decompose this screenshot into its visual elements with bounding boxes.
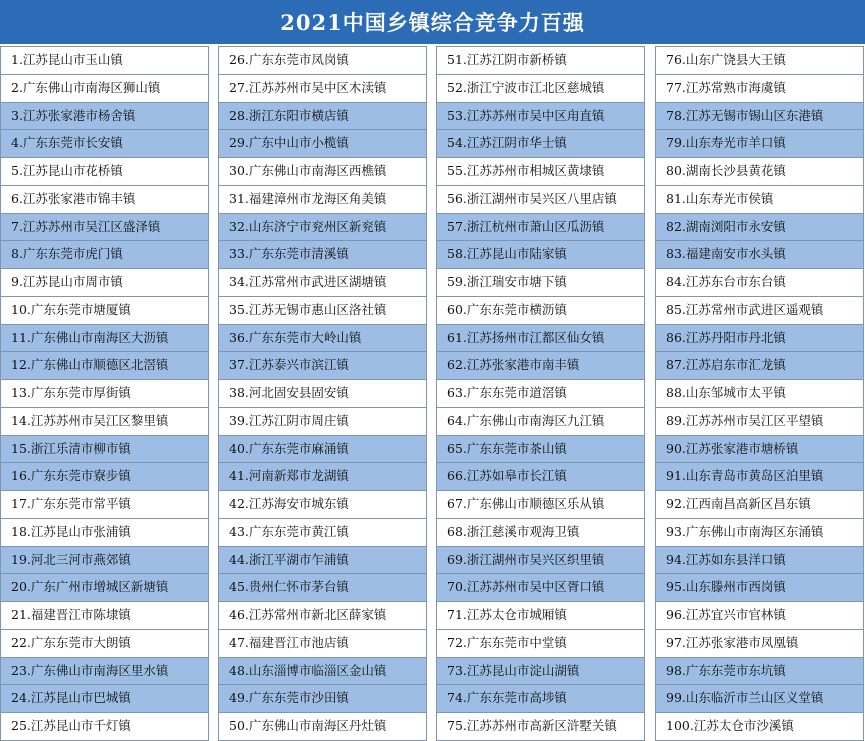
- ranking-cell: 33.广东东莞市清溪镇: [218, 240, 427, 269]
- ranking-cell: 16.广东东莞市寮步镇: [0, 462, 209, 491]
- ranking-cell: 37.江苏泰兴市滨江镇: [218, 351, 427, 380]
- ranking-cell: 78.江苏无锡市锡山区东港镇: [655, 102, 864, 131]
- ranking-cell: 81.山东寿光市侯镇: [655, 185, 864, 214]
- ranking-cell: 11.广东佛山市南海区大沥镇: [0, 324, 209, 353]
- ranking-cell: 38.河北固安县固安镇: [218, 379, 427, 408]
- ranking-cell: 6.江苏张家港市锦丰镇: [0, 185, 209, 214]
- ranking-cell: 21.福建晋江市陈埭镇: [0, 601, 209, 630]
- ranking-cell: 18.江苏昆山市张浦镇: [0, 518, 209, 547]
- ranking-cell: 72.广东东莞市中堂镇: [436, 629, 645, 658]
- ranking-cell: 63.广东东莞市道滘镇: [436, 379, 645, 408]
- ranking-cell: 57.浙江杭州市萧山区瓜沥镇: [436, 213, 645, 242]
- ranking-cell: 86.江苏丹阳市丹北镇: [655, 324, 864, 353]
- ranking-cell: 73.江苏昆山市淀山湖镇: [436, 657, 645, 686]
- ranking-cell: 39.江苏江阴市周庄镇: [218, 407, 427, 436]
- ranking-cell: 30.广东佛山市南海区西樵镇: [218, 157, 427, 186]
- ranking-cell: 43.广东东莞市黄江镇: [218, 518, 427, 547]
- ranking-cell: 64.广东佛山市南海区九江镇: [436, 407, 645, 436]
- ranking-column-3: [436, 46, 647, 740]
- ranking-cell: 79.山东寿光市羊口镇: [655, 129, 864, 158]
- ranking-cell: 23.广东佛山市南海区里水镇: [0, 657, 209, 686]
- ranking-cell: 54.江苏江阴市华士镇: [436, 129, 645, 158]
- ranking-cell: 22.广东东莞市大朗镇: [0, 629, 209, 658]
- ranking-cell: 99.山东临沂市兰山区义堂镇: [655, 684, 864, 713]
- ranking-cell: 14.江苏苏州市吴江区黎里镇: [0, 407, 209, 436]
- ranking-cell: 31.福建漳州市龙海区角美镇: [218, 185, 427, 214]
- ranking-cell: 34.江苏常州市武进区湖塘镇: [218, 268, 427, 297]
- ranking-cell: 95.山东滕州市西岗镇: [655, 573, 864, 602]
- ranking-cell: 50.广东佛山市南海区丹灶镇: [218, 712, 427, 741]
- ranking-cell: 49.广东东莞市沙田镇: [218, 684, 427, 713]
- ranking-cell: 27.江苏苏州市吴中区木渎镇: [218, 74, 427, 103]
- ranking-cell: 82.湖南浏阳市永安镇: [655, 213, 864, 242]
- ranking-cell: 12.广东佛山市顺德区北滘镇: [0, 351, 209, 380]
- ranking-cell: 71.江苏太仓市城厢镇: [436, 601, 645, 630]
- ranking-cell: 3.江苏张家港市杨舍镇: [0, 102, 209, 131]
- ranking-cell: 25.江苏昆山市千灯镇: [0, 712, 209, 741]
- ranking-cell: 76.山东广饶县大王镇: [655, 46, 864, 75]
- ranking-cell: 87.江苏启东市汇龙镇: [655, 351, 864, 380]
- ranking-cell: 88.山东邹城市太平镇: [655, 379, 864, 408]
- ranking-cell: 92.江西南昌高新区昌东镇: [655, 490, 864, 519]
- ranking-cell: 40.广东东莞市麻涌镇: [218, 435, 427, 464]
- ranking-cell: 67.广东佛山市顺德区乐从镇: [436, 490, 645, 519]
- ranking-cell: 90.江苏张家港市塘桥镇: [655, 435, 864, 464]
- ranking-cell: 2.广东佛山市南海区狮山镇: [0, 74, 209, 103]
- ranking-column-2: [218, 46, 429, 740]
- ranking-cell: 46.江苏常州市新北区薛家镇: [218, 601, 427, 630]
- ranking-table: [0, 46, 865, 740]
- ranking-cell: 93.广东佛山市南海区东涌镇: [655, 518, 864, 547]
- ranking-cell: 48.山东淄博市临淄区金山镇: [218, 657, 427, 686]
- ranking-cell: 80.湖南长沙县黄花镇: [655, 157, 864, 186]
- ranking-cell: 85.江苏常州市武进区遥观镇: [655, 296, 864, 325]
- ranking-cell: 100.江苏太仓市沙溪镇: [655, 712, 864, 741]
- ranking-cell: 29.广东中山市小榄镇: [218, 129, 427, 158]
- ranking-cell: 44.浙江平湖市乍浦镇: [218, 546, 427, 575]
- ranking-cell: 47.福建晋江市池店镇: [218, 629, 427, 658]
- ranking-cell: 59.浙江瑞安市塘下镇: [436, 268, 645, 297]
- page-title: 2021中国乡镇综合竞争力百强: [0, 0, 865, 44]
- ranking-column-4: [655, 46, 865, 740]
- ranking-cell: 91.山东青岛市黄岛区泊里镇: [655, 462, 864, 491]
- ranking-cell: 62.江苏张家港市南丰镇: [436, 351, 645, 380]
- ranking-cell: 28.浙江东阳市横店镇: [218, 102, 427, 131]
- ranking-cell: 61.江苏扬州市江都区仙女镇: [436, 324, 645, 353]
- ranking-cell: 5.江苏昆山市花桥镇: [0, 157, 209, 186]
- ranking-cell: 15.浙江乐清市柳市镇: [0, 435, 209, 464]
- ranking-cell: 84.江苏东台市东台镇: [655, 268, 864, 297]
- ranking-cell: 36.广东东莞市大岭山镇: [218, 324, 427, 353]
- ranking-cell: 32.山东济宁市兖州区新兖镇: [218, 213, 427, 242]
- ranking-cell: 4.广东东莞市长安镇: [0, 129, 209, 158]
- ranking-cell: 58.江苏昆山市陆家镇: [436, 240, 645, 269]
- ranking-cell: 13.广东东莞市厚街镇: [0, 379, 209, 408]
- ranking-cell: 41.河南新郑市龙湖镇: [218, 462, 427, 491]
- ranking-cell: 17.广东东莞市常平镇: [0, 490, 209, 519]
- ranking-cell: 10.广东东莞市塘厦镇: [0, 296, 209, 325]
- ranking-cell: 26.广东东莞市凤岗镇: [218, 46, 427, 75]
- ranking-cell: 94.江苏如东县洋口镇: [655, 546, 864, 575]
- ranking-cell: 96.江苏宜兴市官林镇: [655, 601, 864, 630]
- ranking-cell: 24.江苏昆山市巴城镇: [0, 684, 209, 713]
- ranking-cell: 7.江苏苏州市吴江区盛泽镇: [0, 213, 209, 242]
- ranking-cell: 97.江苏张家港市凤凰镇: [655, 629, 864, 658]
- ranking-cell: 35.江苏无锡市惠山区洛社镇: [218, 296, 427, 325]
- ranking-cell: 53.江苏苏州市吴中区甪直镇: [436, 102, 645, 131]
- ranking-column-1: [0, 46, 211, 740]
- ranking-cell: 55.江苏苏州市相城区黄埭镇: [436, 157, 645, 186]
- ranking-cell: 19.河北三河市燕郊镇: [0, 546, 209, 575]
- ranking-cell: 69.浙江湖州市吴兴区织里镇: [436, 546, 645, 575]
- ranking-cell: 56.浙江湖州市吴兴区八里店镇: [436, 185, 645, 214]
- ranking-cell: 51.江苏江阴市新桥镇: [436, 46, 645, 75]
- ranking-cell: 89.江苏苏州市吴江区平望镇: [655, 407, 864, 436]
- ranking-cell: 9.江苏昆山市周市镇: [0, 268, 209, 297]
- ranking-cell: 20.广东广州市增城区新塘镇: [0, 573, 209, 602]
- ranking-cell: 42.江苏海安市城东镇: [218, 490, 427, 519]
- ranking-cell: 1.江苏昆山市玉山镇: [0, 46, 209, 75]
- ranking-cell: 74.广东东莞市高埗镇: [436, 684, 645, 713]
- ranking-cell: 68.浙江慈溪市观海卫镇: [436, 518, 645, 547]
- ranking-cell: 66.江苏如皋市长江镇: [436, 462, 645, 491]
- ranking-cell: 52.浙江宁波市江北区慈城镇: [436, 74, 645, 103]
- ranking-cell: 60.广东东莞市横沥镇: [436, 296, 645, 325]
- ranking-cell: 45.贵州仁怀市茅台镇: [218, 573, 427, 602]
- ranking-cell: 8.广东东莞市虎门镇: [0, 240, 209, 269]
- ranking-cell: 83.福建南安市水头镇: [655, 240, 864, 269]
- ranking-cell: 75.江苏苏州市高新区浒墅关镇: [436, 712, 645, 741]
- ranking-cell: 65.广东东莞市茶山镇: [436, 435, 645, 464]
- ranking-cell: 70.江苏苏州市吴中区胥口镇: [436, 573, 645, 602]
- ranking-cell: 98.广东东莞市东坑镇: [655, 657, 864, 686]
- ranking-cell: 77.江苏常熟市海虞镇: [655, 74, 864, 103]
